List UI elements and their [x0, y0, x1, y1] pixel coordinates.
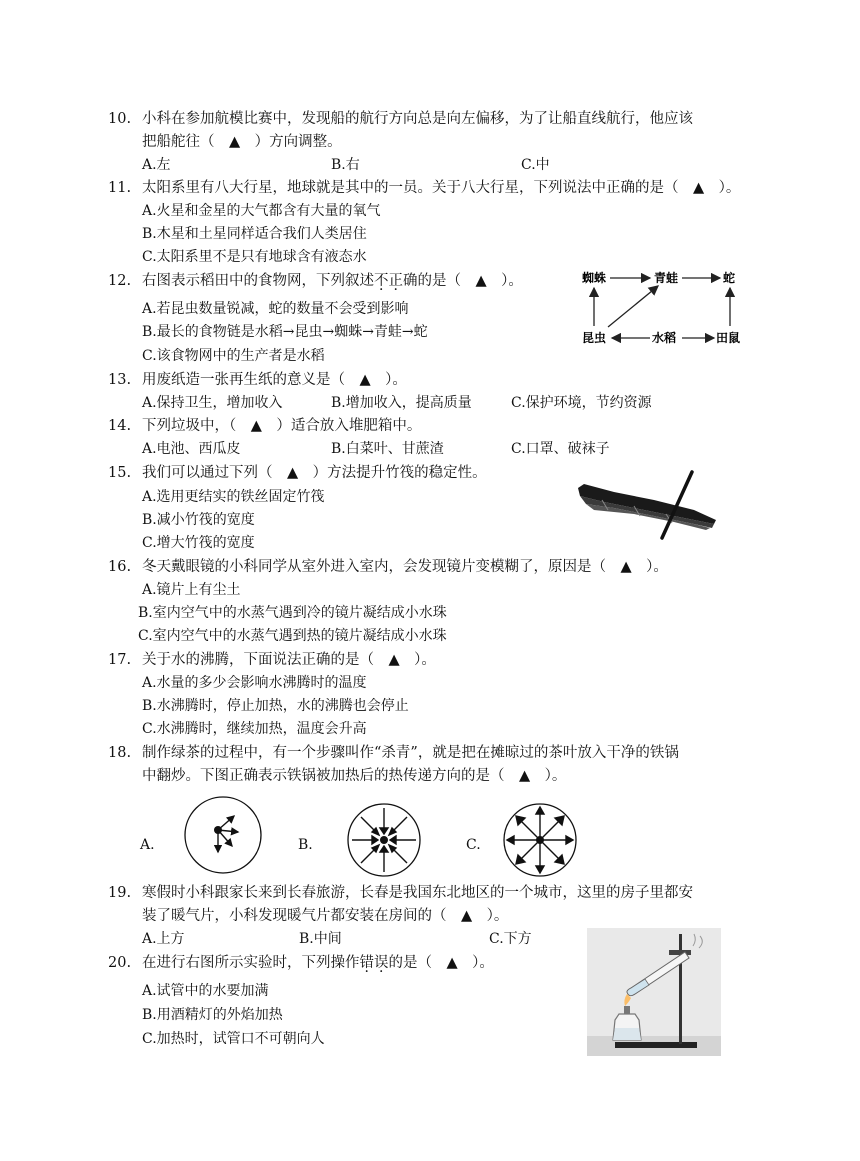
q20-emphasis-1: 错 [359, 955, 374, 971]
q12-stem-post: 确的是（ ▲ ）。 [403, 273, 523, 289]
q12-option-b: B.最长的食物链是水稻→昆虫→蜘蛛→青蛙→蛇 [142, 324, 428, 340]
q12-stem [142, 271, 523, 291]
q15-stem: 我们可以通过下列（ ▲ ）方法提升竹筏的稳定性。 [142, 465, 487, 481]
q14-option-b: B.白菜叶、甘蔗渣 [331, 441, 444, 457]
q14-number: 14. [108, 418, 132, 434]
q12-emphasis-2: 正 [388, 273, 403, 289]
q11-option-c: C.太阳系里不是只有地球含有液态水 [142, 249, 367, 265]
q19-number: 19. [108, 885, 132, 901]
q19-stem-line1: 寒假时小科跟家长来到长春旅游，长春是我国东北地区的一个城市，这里的房子里都安 [142, 885, 693, 901]
q13-stem: 用废纸造一张再生纸的意义是（ ▲ ）。 [142, 372, 407, 388]
q16-option-b: B.室内空气中的水蒸气遇到冷的镜片凝结成小水珠 [138, 605, 447, 621]
food-web-insect: 昆虫 [582, 331, 607, 345]
q11-option-a: A.火星和金星的大气都含有大量的氧气 [142, 203, 381, 219]
q20-emphasis-2: 误 [374, 955, 389, 971]
q20-option-a: A.试管中的水要加满 [142, 983, 269, 999]
q11-number: 11. [108, 180, 132, 196]
q20-option-c: C.加热时，试管口不可朝向人 [142, 1031, 325, 1047]
bamboo-raft-image [574, 470, 720, 542]
q12-stem-pre: 右图表示稻田中的食物网，下列叙述 [142, 273, 374, 289]
q18-stem-line1: 制作绿茶的过程中，有一个步骤叫作“杀青”，就是把在摊晾过的茶叶放入干净的铁锅 [142, 745, 679, 761]
q16-number: 16. [108, 559, 132, 575]
heat-diagram-b [346, 802, 422, 878]
arrow-insect-frog [608, 286, 658, 327]
q18-option-b: B. [298, 837, 313, 853]
q16-option-c: C.室内空气中的水蒸气遇到热的镜片凝结成小水珠 [138, 628, 447, 644]
q15-option-b: B.减小竹筏的宽度 [142, 512, 255, 528]
q17-option-c: C.水沸腾时，继续加热，温度会升高 [142, 721, 367, 737]
q10-option-c: C.中 [521, 157, 550, 173]
food-web-rice: 水稻 [652, 331, 677, 345]
q11-option-b: B.木星和土星同样适合我们人类居住 [142, 226, 367, 242]
food-web-diagram [578, 264, 748, 348]
q15-option-a: A.选用更结实的铁丝固定竹筏 [142, 489, 325, 505]
q18-option-a: A. [140, 837, 155, 853]
q12-option-c: C.该食物网中的生产者是水稻 [142, 348, 325, 364]
food-web-frog: 青蛙 [654, 271, 679, 285]
q10-option-a: A.左 [142, 157, 171, 173]
q20-stem-pre: 在进行右图所示实验时，下列操作 [142, 955, 360, 971]
q17-option-b: B.水沸腾时，停止加热，水的沸腾也会停止 [142, 698, 409, 714]
q18-option-c: C. [466, 837, 481, 853]
q17-number: 17. [108, 652, 132, 668]
q19-stem-line2: 装了暖气片，小科发现暖气片都安装在房间的（ ▲ ）。 [142, 908, 509, 924]
q20-stem-post: 的是（ ▲ ）。 [388, 955, 494, 971]
q10-option-b: B.右 [331, 157, 360, 173]
q19-option-c: C.下方 [489, 931, 532, 947]
q16-stem: 冬天戴眼镜的小科同学从室外进入室内，会发现镜片变模糊了，原因是（ ▲ ）。 [142, 559, 668, 575]
food-web-mouse: 田鼠 [716, 331, 741, 345]
q19-option-a: A.上方 [142, 931, 185, 947]
q12-option-a: A.若昆虫数量锐减，蛇的数量不会受到影响 [142, 301, 409, 317]
heating-experiment-image [587, 928, 721, 1056]
q15-number: 15. [108, 465, 132, 481]
q16-option-a: A.镜片上有尘土 [142, 582, 241, 598]
q14-option-c: C.口罩、破袜子 [511, 441, 610, 457]
q17-option-a: A.水量的多少会影响水沸腾时的温度 [142, 675, 367, 691]
q10-stem-line1: 小科在参加航模比赛中，发现船的航行方向总是向左偏移，为了让船直线航行，他应该 [142, 111, 693, 127]
q19-option-b: B.中间 [299, 931, 342, 947]
q15-option-c: C.增大竹筏的宽度 [142, 535, 255, 551]
q13-option-c: C.保护环境，节约资源 [511, 395, 652, 411]
q14-option-a: A.电池、西瓜皮 [142, 441, 241, 457]
q10-stem-line2: 把船舵往（ ▲ ）方向调整。 [142, 134, 342, 150]
q17-stem: 关于水的沸腾，下面说法正确的是（ ▲ ）。 [142, 652, 436, 668]
heat-diagram-a [182, 794, 264, 876]
q12-emphasis-1: 不 [374, 273, 389, 289]
q14-stem: 下列垃圾中，（ ▲ ）适合放入堆肥箱中。 [142, 418, 422, 434]
q11-stem: 太阳系里有八大行星，地球就是其中的一员。关于八大行星，下列说法中正确的是（ ▲ ）。 [142, 180, 741, 196]
heat-diagram-c [502, 802, 578, 878]
q20-stem [142, 953, 494, 973]
q13-option-b: B.增加收入，提高质量 [331, 395, 472, 411]
q18-number: 18. [108, 745, 132, 761]
q20-option-b: B.用酒精灯的外焰加热 [142, 1007, 283, 1023]
q12-number: 12. [108, 273, 132, 289]
q10-number: 10. [108, 111, 132, 127]
q20-number: 20. [108, 955, 132, 971]
food-web-snake: 蛇 [723, 271, 736, 285]
food-web-spider: 蜘蛛 [582, 271, 607, 285]
q13-number: 13. [108, 372, 132, 388]
q18-stem-line2: 中翻炒。下图正确表示铁锅被加热后的热传递方向的是（ ▲ ）。 [142, 768, 567, 784]
q13-option-a: A.保持卫生，增加收入 [142, 395, 283, 411]
